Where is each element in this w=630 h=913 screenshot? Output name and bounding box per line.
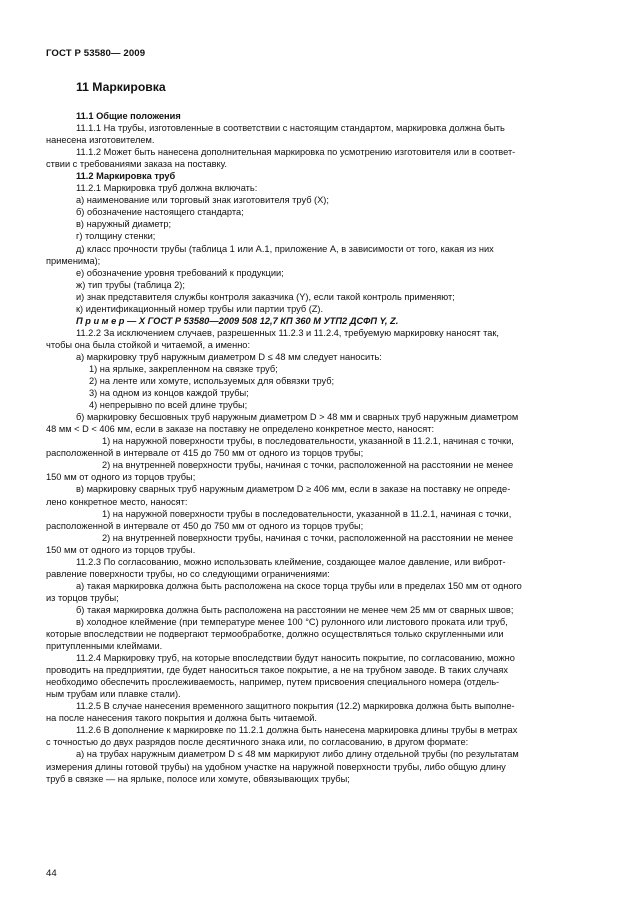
text-line: 4) непрерывно по всей длине трубы; xyxy=(89,400,248,411)
text-line: в) наружный диаметр; xyxy=(76,219,172,230)
text-line: 2) на ленте или хомуте, используемых для обвязки труб; xyxy=(89,376,335,387)
text-line: 48 мм < D < 406 мм, если в заказе на поставку не определено конкретное место, наносят: xyxy=(46,424,435,435)
text-line: 1) на наружной поверхности трубы, в последовательности, указанной в 11.2.1, начиная с точки, xyxy=(102,436,514,447)
text-line: 11.2 Маркировка труб xyxy=(76,171,176,182)
section-body xyxy=(46,110,580,785)
text-line: измерения длины готовой трубы) на удобном участке на наружной поверхности трубы, либо общую длину xyxy=(46,761,506,772)
text-line: 11.2.1 Маркировка труб должна включать: xyxy=(76,183,258,194)
text-line: а) наименование или торговый знак изготовителя труб (X); xyxy=(76,195,329,206)
text-line: б) маркировку бесшовных труб наружным диаметром D > 48 мм и сварных труб наружным диаметром xyxy=(76,412,519,423)
text-line: ствии с требованиями заказа на поставку. xyxy=(46,159,227,170)
page-number: 44 xyxy=(46,868,57,879)
text-line: 11.2.4 Маркировку труб, на которые впоследствии будут наносить покрытие, по согласованию, можно xyxy=(76,653,515,664)
text-line: 2) на внутренней поверхности трубы, начиная с точки, расположенной на расстоянии не менее xyxy=(102,532,514,543)
text-line: а) такая маркировка должна быть расположена на скосе торца трубы или в пределах 150 мм от одного xyxy=(76,580,522,591)
text-line: е) обозначение уровня требований к продукции; xyxy=(76,267,284,278)
text-line: нанесена изготовителем. xyxy=(46,135,155,146)
text-line: 150 мм от одного из торцов трубы. xyxy=(46,544,196,555)
text-line: на после нанесения такого покрытия и должна быть читаемой. xyxy=(46,713,317,724)
text-line: лено конкретное место, наносят: xyxy=(46,496,188,507)
text-line: 11.2.5 В случае нанесения временного защитного покрытия (12.2) маркировка должна быть выполне- xyxy=(76,701,515,712)
text-line: 3) на одном из концов каждой трубы; xyxy=(89,388,249,399)
text-line: с точностью до двух разрядов после десятичного знака или, по согласованию, в другом формате: xyxy=(46,737,469,748)
text-line: проводить на предприятии, где будет наноситься такое покрытие, а не на трубном заводе. В таких случаях xyxy=(46,665,508,676)
text-line: притупленными клеймами. xyxy=(46,641,163,652)
text-line: труб в связке — на ярлыке, полосе или хомуте, обвязывающих трубы; xyxy=(46,773,350,784)
standard-header: ГОСТ Р 53580— 2009 xyxy=(46,48,146,59)
text-line: 11.1 Общие положения xyxy=(76,111,181,121)
text-line: г) толщину стенки; xyxy=(76,231,156,242)
text-line: в) холодное клеймение (при температуре менее 100 °С) рулонного или листового проката или труб, xyxy=(76,616,508,627)
text-line: и) знак представителя службы контроля заказчика (Y), если такой контроль применяют; xyxy=(76,291,455,302)
text-line: из торцов трубы; xyxy=(46,592,119,603)
text-line: ным трубам или плавке стали). xyxy=(46,689,181,700)
text-line: 1) на наружной поверхности трубы в последовательности, указанной в 11.2.1, начиная с точки, xyxy=(102,508,512,519)
text-line: П р и м е р — X ГОСТ Р 53580—2009 508 12,7 КП 360 М УТП2 ДСФП Y, Z. xyxy=(76,315,399,326)
text-line: 11.2.2 За исключением случаев, разрешенных 11.2.3 и 11.2.4, требуемую маркировку наносят так, xyxy=(76,327,499,338)
text-line: 11.1.1 На трубы, изготовленные в соответствии с настоящим стандартом, маркировка должна быть xyxy=(76,123,505,134)
text-line: 1) на ярлыке, закрепленном на связке труб; xyxy=(89,363,278,374)
text-line: которые впоследствии не подвергают термообработке, должно осуществляться только скругленными или xyxy=(46,629,504,640)
text-line: 11.2.3 По согласованию, можно использовать клеймение, создающее малое давление, или виброт- xyxy=(76,556,506,567)
text-line: а) маркировку труб наружным диаметром D ≤ 48 мм следует наносить: xyxy=(76,351,382,362)
text-line: к) идентификационный номер трубы или партии труб (Z). xyxy=(76,303,324,314)
text-line: в) маркировку сварных труб наружным диаметром D ≥ 406 мм, если в заказе на поставку не опреде- xyxy=(76,484,511,495)
text-line: 150 мм от одного из торцов трубы; xyxy=(46,472,196,483)
text-line: а) на трубах наружным диаметром D ≤ 48 мм маркируют либо длину отдельной трубы (по результатам xyxy=(76,749,519,760)
text-line: расположенной в интервале от 450 до 750 мм от одного из торцов трубы; xyxy=(46,520,364,531)
text-line: д) класс прочности трубы (таблица 1 или А.1, приложение А, в зависимости от того, какая из них xyxy=(76,243,494,254)
text-line: 2) на внутренней поверхности трубы, начиная с точки, расположенной на расстоянии не менее xyxy=(102,460,514,471)
text-line: равление поверхности трубы, но со следующими ограничениями: xyxy=(46,568,330,579)
text-line: б) обозначение настоящего стандарта; xyxy=(76,207,244,218)
text-line: необходимо обеспечить прослеживаемость, например, путем присвоения специального номера (отдель- xyxy=(46,677,500,688)
text-line: расположенной в интервале от 415 до 750 мм от одного из торцов трубы; xyxy=(46,448,364,459)
text-line: применима); xyxy=(46,255,101,266)
text-line: 11.1.2 Может быть нанесена дополнительная маркировка по усмотрению изготовителя или в соответ- xyxy=(76,147,516,158)
text-line: ж) тип трубы (таблица 2); xyxy=(76,279,185,290)
text-line: чтобы она была стойкой и читаемой, а именно: xyxy=(46,339,251,350)
section-title: 11 Маркировка xyxy=(76,80,166,94)
text-line: 11.2.6 В дополнение к маркировке по 11.2.1 должна быть нанесена маркировка длины трубы в метрах xyxy=(76,725,518,736)
text-line: б) такая маркировка должна быть расположена на расстоянии не менее чем 25 мм от сварных швов; xyxy=(76,604,514,615)
